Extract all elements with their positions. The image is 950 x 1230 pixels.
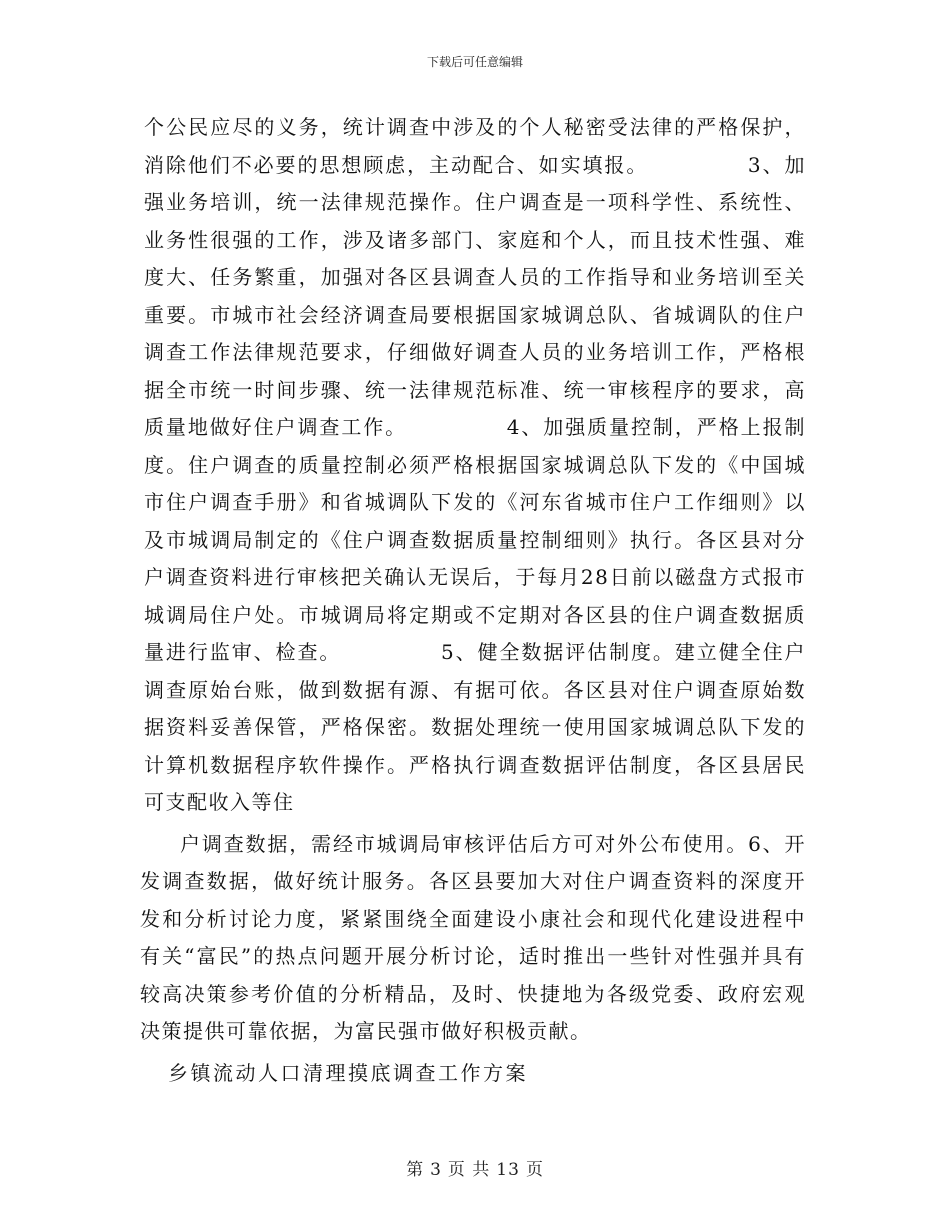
footer-middle: 页 共 (447, 1160, 491, 1180)
body-paragraph-2: 户调查数据，需经市城调局审核评估后方可对外公布使用。6、开发调查数据，做好统计服务。各区县要加大对住户调查资料的深度开发和分析讨论力度，紧紧围绕全面建设小康社会和现代化建设进程中有关“富民”的热点问题开展分析讨论，适时推出一些针对性强并具有较高决策参考价值的分析精品，及时、快捷地为各级党委、政府宏观决策提供可靠依据，为富民强市做好积极贡献。 (140, 831, 806, 1043)
body-paragraph-1: 个公民应尽的义务，统计调查中涉及的个人秘密受法律的严格保护，消除他们不必要的思想顾虑，主动配合、如实填报。 3、加强业务培训，统一法律规范操作。住户调查是一项科学性、系统性、业务性很强的工作，涉及诸多部门、家庭和个人，而且技术性强、难度大、任务繁重，加强对各区县调查人员的工作指导和业务培训至关重要。市城市社会经济调查局要根据国家城调总队、省城调队的住户调查工作法律规范要求，仔细做好调查人员的业务培训工作，严格根据全市统一时间步骤、统一法律规范标准、统一审核程序的要求，高质量地做好住户调查工作。 4、加强质量控制，严格上报制度。住户调查的质量控制必须严格根据国家城调总队下发的《中国城市住户调查手册》和省城调队下发的《河东省城市住户工作细则》以及市城调局制定的《住户调查数据质量控制细则》执行。各区县对分户调查资料进行审核把关确认无误后，于每月28日前以磁盘方式报市城调局住户处。市城调局将定期或不定期对各区县的住户调查数据质量进行监审、检查。 5、健全数据评估制度。建立健全住户调查原始台账，做到数据有源、有据可依。各区县对住户调查原始数据资料妥善保管，严格保密。数据处理统一使用国家城调总队下发的计算机数据程序软件操作。严格执行调查数据评估制度，各区县居民可支配收入等住 (144, 115, 806, 814)
document-body (140, 109, 806, 1092)
footer-current-page: 3 (430, 1160, 442, 1180)
footer-total-pages: 13 (496, 1160, 520, 1180)
page-footer (0, 1155, 950, 1180)
section-heading: 乡镇流动人口清理摸底调查工作方案 (168, 1060, 528, 1085)
footer-suffix: 页 (525, 1160, 544, 1180)
footer-prefix: 第 (406, 1160, 425, 1180)
page-header: 下载后可任意编辑 (426, 55, 523, 69)
